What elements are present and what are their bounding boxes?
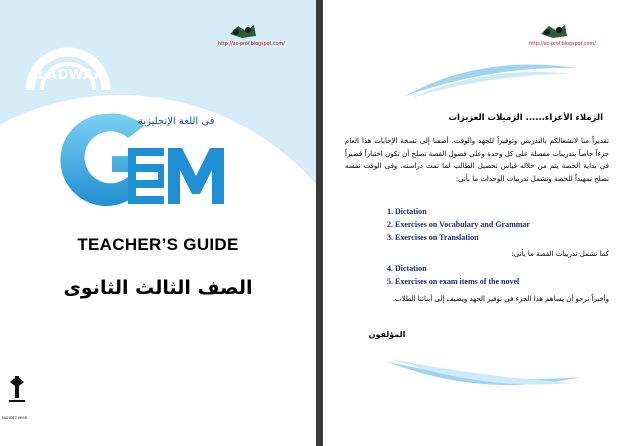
intro-paragraph: تقديراً منا لانشغالكم بالتدريس وتوفيراً للجهد والوقت، أضفنا إلى نسخة الإجابات هذا العام جزءاً خاصاً بتدريبات مفصلة على كل وحدة وعلى فصول القصة تصلح أن تكون اختباراً قصيراً فى بداية الحصة يتم من خلاله قياس تحصيل الطالب لما تمت دراسته، وفى الوقت نفسه تصلح تمهيداً للحصة وتشمل تدريبات الوحدات ما يأتى:	[345, 137, 609, 183]
left-page-cover	[0, 0, 316, 446]
list-item: 3. Exercises on Translation	[387, 233, 479, 242]
authors-signature: المؤلفون	[368, 330, 406, 339]
publisher-name: NAHDET MISR	[2, 416, 28, 420]
closing-sentence: وأخيراً نرجو أن يساهم هذا الجزء فى توفير الجهد ويضيف إلى أبنائنا الطلاب.	[392, 295, 609, 303]
list-item: 1. Dictation	[387, 207, 427, 216]
decorative-swoosh-bottom	[383, 355, 583, 395]
story-exercises-list	[387, 264, 519, 290]
brand-name: ALADWAA	[27, 68, 105, 83]
book-spine	[316, 0, 323, 446]
gem-subtitle: فى اللغة الإنجليزية	[138, 116, 215, 127]
blog-url: http://ac-prof.blogspot.com/	[529, 42, 596, 47]
story-intro: كما تشمل تدريبات القصة ما يأتى:	[511, 250, 609, 258]
list-item: 2. Exercises on Vocabulary and Grammar	[387, 220, 530, 229]
guide-title: TEACHER’S GUIDE	[77, 235, 239, 254]
greeting-heading: الزملاء الأعزاء...... الزميلات العزيزات	[448, 113, 603, 123]
unit-exercises-list	[387, 207, 530, 246]
blog-url: http://ac-prof.blogspot.com/	[218, 42, 285, 47]
blog-logo-icon	[539, 22, 569, 40]
blog-logo-icon	[228, 22, 258, 40]
publisher-logo-icon	[6, 372, 28, 422]
grade-title: الصف الثالث الثانوى	[63, 277, 253, 299]
right-page-intro	[323, 0, 640, 446]
decorative-swoosh-top	[401, 60, 581, 100]
list-item: 5. Exercises on exam items of the novel	[387, 277, 520, 286]
list-item: 4. Dictation	[387, 264, 427, 273]
